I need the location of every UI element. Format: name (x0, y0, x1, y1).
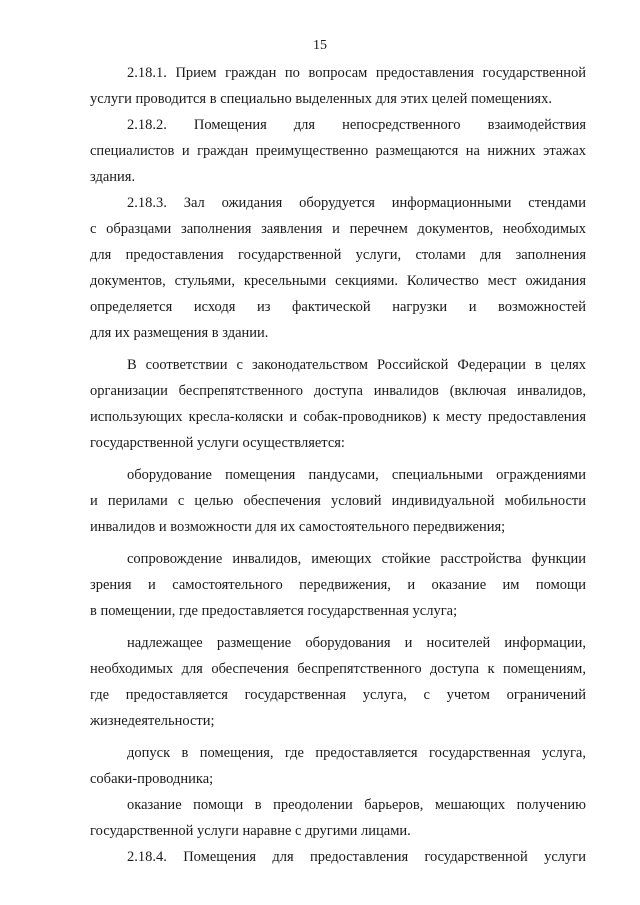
paragraph-2-18-1 (90, 60, 586, 112)
text-line: здания. (90, 169, 136, 185)
text-line: документов, стульями, кресельными секциями. Количество мест ожидания (90, 273, 586, 289)
text-line: 2.18.3. Зал ожидания оборудуется информационными стендами (127, 195, 586, 211)
text-line: 2.18.1. Прием граждан по вопросам предоставления государственной (127, 65, 586, 81)
text-line: организации беспрепятственного доступа инвалидов (включая инвалидов, (90, 383, 586, 399)
list-item-guide-dog (90, 740, 586, 792)
document-body (90, 60, 586, 870)
text-line: государственной услуги осуществляется: (90, 435, 345, 451)
text-line: зрения и самостоятельного передвижения, и оказание им помощи (90, 577, 586, 593)
text-line: В соответствии с законодательством Российской Федерации в целях (127, 357, 586, 373)
paragraph-2-18-4 (90, 844, 586, 870)
text-line: где предоставляется государственная услуга, с учетом ограничений (90, 687, 586, 703)
text-line: государственной услуги наравне с другими лицами. (90, 823, 411, 839)
paragraph-2-18-2 (90, 112, 586, 190)
list-item-equipment (90, 630, 586, 734)
paragraph-accessibility-intro (90, 352, 586, 456)
text-line: жизнедеятельности; (90, 713, 215, 729)
text-line: 2.18.2. Помещения для непосредственного взаимодействия (127, 117, 586, 133)
list-item-assistance (90, 792, 586, 844)
text-line: инвалидов и возможности для их самостоятельного передвижения; (90, 519, 506, 535)
text-line: необходимых для обеспечения беспрепятственного доступа к помещениям, (90, 661, 586, 677)
text-line: определяется исходя из фактической нагрузки и возможностей (90, 299, 586, 315)
text-line: оказание помощи в преодолении барьеров, мешающих получению (127, 797, 586, 813)
paragraph-2-18-3 (90, 190, 586, 346)
text-line: с образцами заполнения заявления и перечнем документов, необходимых (90, 221, 586, 237)
text-line: использующих кресла-коляски и собак-проводников) к месту предоставления (90, 409, 586, 425)
text-line: специалистов и граждан преимущественно размещаются на нижних этажах (90, 143, 586, 159)
text-line: 2.18.4. Помещения для предоставления государственной услуги (127, 849, 586, 865)
text-line: услуги проводится в специально выделенных для этих целей помещениях. (90, 91, 552, 107)
text-line: собаки-проводника; (90, 771, 214, 787)
text-line: оборудование помещения пандусами, специальными ограждениями (127, 467, 586, 483)
text-line: в помещении, где предоставляется государственная услуга; (90, 603, 458, 619)
text-line: допуск в помещения, где предоставляется государственная услуга, (127, 745, 586, 761)
list-item-ramps (90, 462, 586, 540)
list-item-escort (90, 546, 586, 624)
text-line: и перилами с целью обеспечения условий индивидуальной мобильности (90, 493, 586, 509)
text-line: сопровождение инвалидов, имеющих стойкие расстройства функции (127, 551, 586, 567)
text-line: для предоставления государственной услуги, столами для заполнения (90, 247, 586, 263)
text-line: для их размещения в здании. (90, 325, 269, 341)
page-number: 15 (313, 38, 327, 53)
text-line: надлежащее размещение оборудования и носителей информации, (127, 635, 586, 651)
